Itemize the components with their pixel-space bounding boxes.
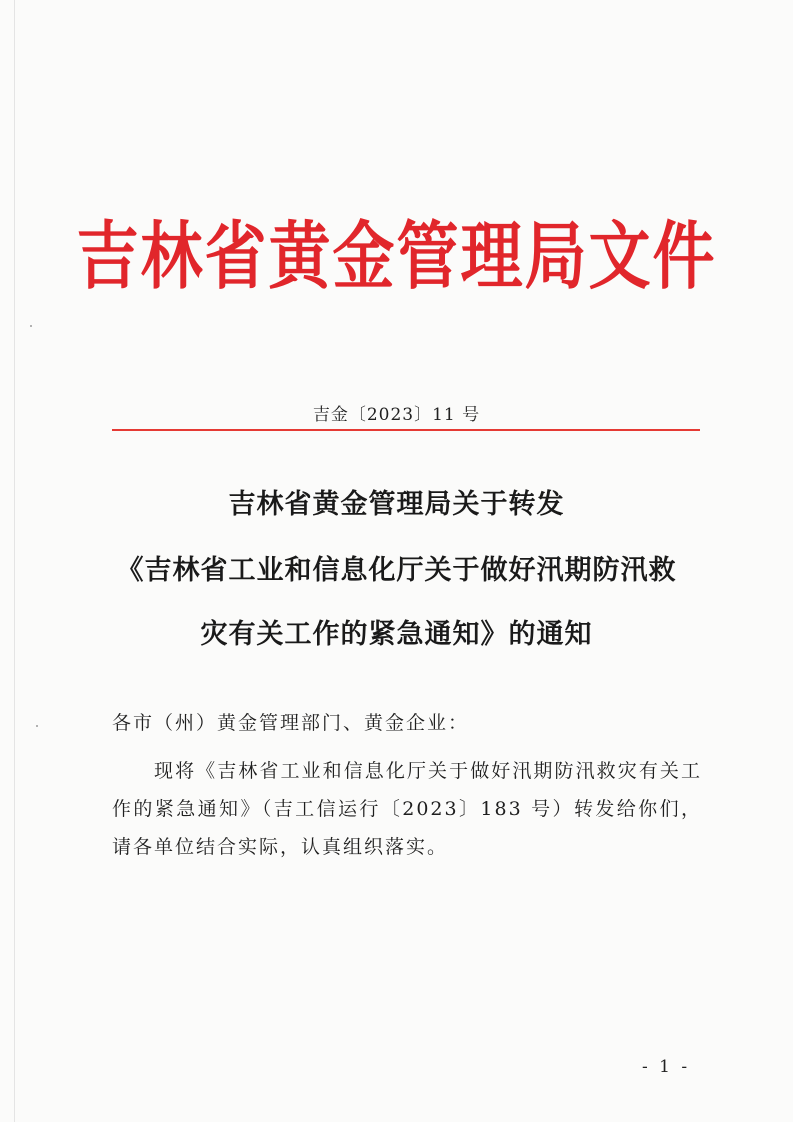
document-title-line-1: 吉林省黄金管理局关于转发	[228, 489, 565, 520]
issuing-authority-header: 吉林省黄金管理局文件	[76, 212, 717, 300]
scan-speck	[36, 725, 38, 727]
body-paragraph: 现将《吉林省工业和信息化厅关于做好汛期防汛救灾有关工作的紧急通知》（吉工信运行〔2023〕183 号）转发给你们，请各单位结合实际，认真组织落实。	[112, 760, 702, 858]
document-number: 吉金〔2023〕11 号	[312, 405, 481, 425]
scan-speck	[30, 325, 32, 327]
page-number: - 1 -	[642, 1057, 691, 1077]
salutation: 各市（州）黄金管理部门、黄金企业：	[112, 712, 470, 734]
document-title-line-3: 灾有关工作的紧急通知》的通知	[200, 619, 593, 650]
red-separator-line	[112, 429, 700, 431]
document-title-line-2: 《吉林省工业和信息化厅关于做好汛期防汛救	[116, 555, 677, 586]
